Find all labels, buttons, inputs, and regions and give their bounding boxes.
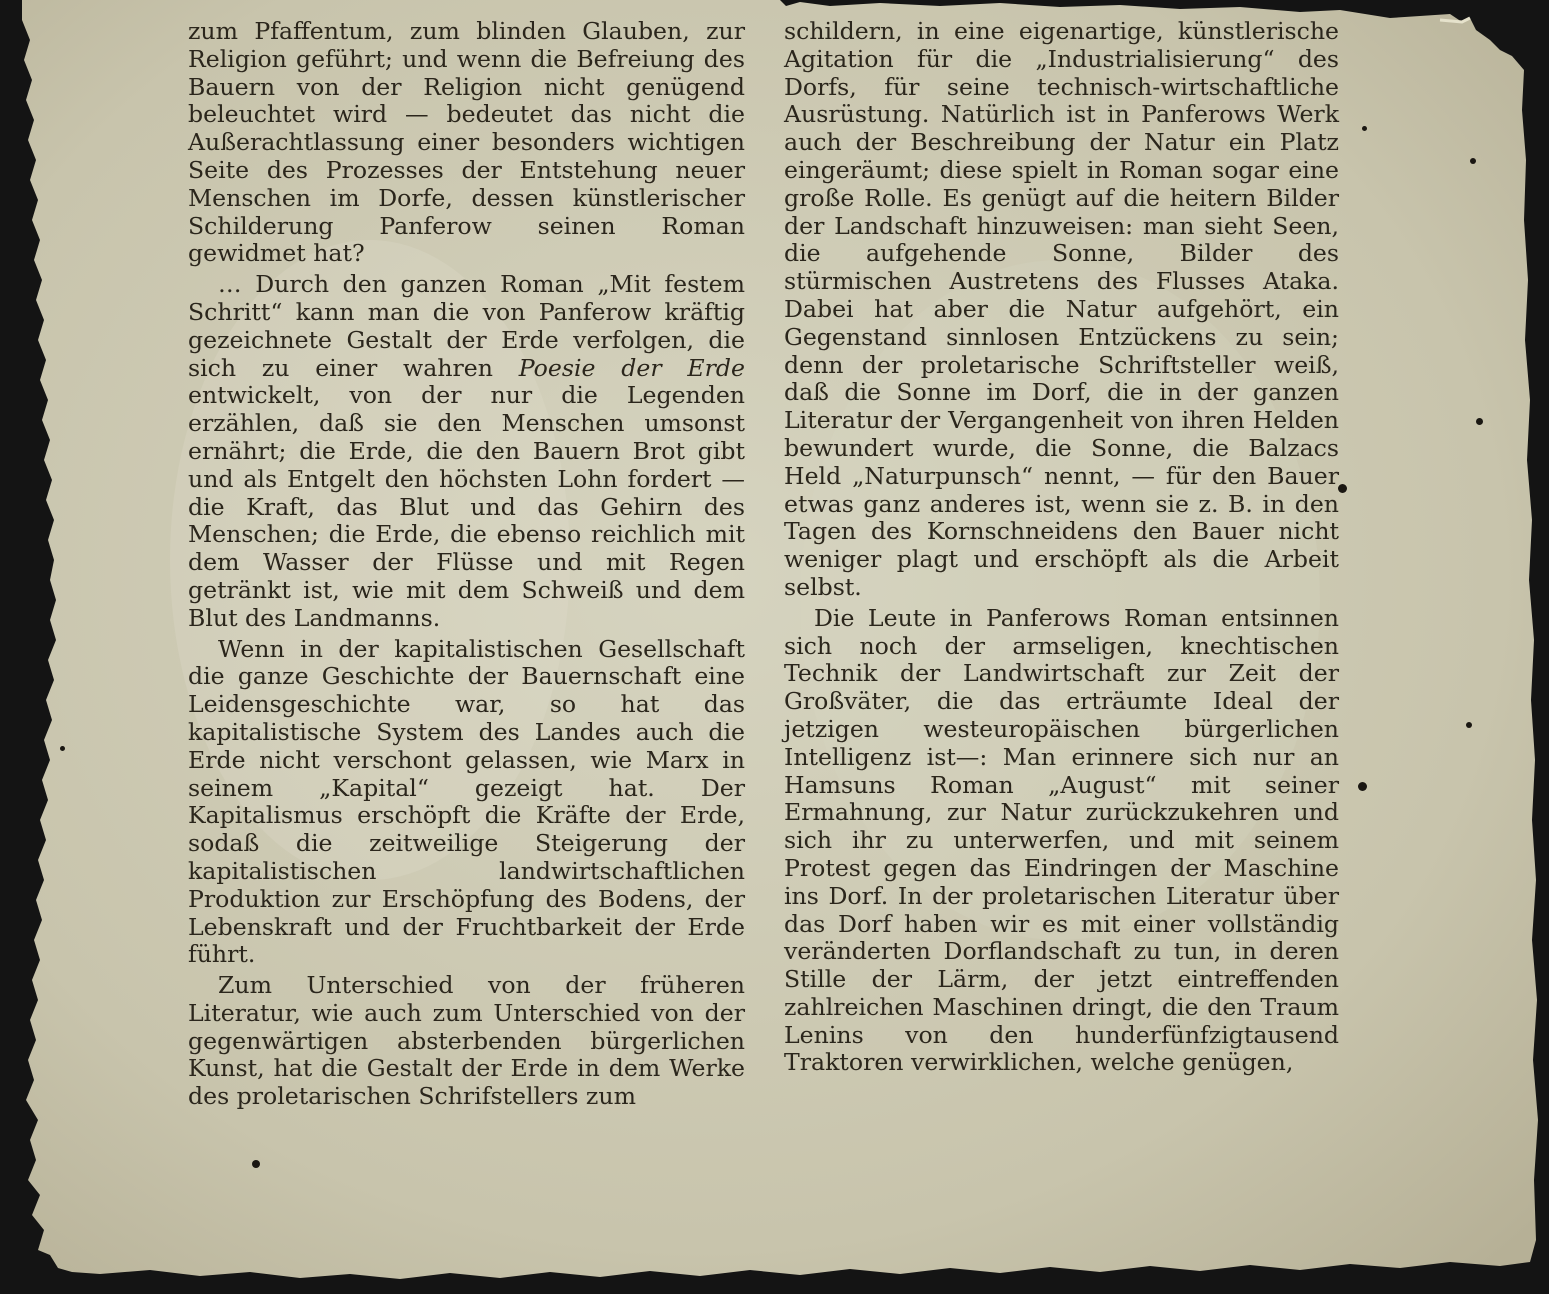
paragraph: zum Pfaffentum, zum blinden Glauben, zur Religion geführt; und wenn die Befreiung des Bauern von der Religion nicht genügend beleuchtet wird — bedeutet das nicht die Außerachtlassung einer besonders wichtigen Seite des Prozesses der Entstehung neuer Menschen im Dorfe, dessen künstlerischer Schilderung Panferow seinen Roman gewidmet hat? [188, 17, 745, 268]
ink-speck [1362, 126, 1367, 131]
paragraph: Wenn in der kapitalistischen Gesellschaft die ganze Geschichte der Bauernschaft eine Leidensgeschichte war, so hat das kapitalistische System des Landes auch die Erde nicht verschont gelassen, wie Marx in seinem „Kapital“ gezeigt hat. Der Kapitalismus erschöpft die Kräfte der Erde, sodaß die zeitweilige Steigerung der kapitalistischen landwirtschaftlichen Produktion zur Erschöpfung des Bodens, der Lebenskraft und der Fruchtbarkeit der Erde führt. [188, 634, 745, 969]
ink-speck [60, 746, 65, 751]
paragraph [188, 271, 745, 632]
ink-speck [1476, 418, 1483, 425]
ink-speck [252, 1160, 260, 1168]
paragraph: schildern, in eine eigenartige, künstlerische Agitation für die „Industrialisierung“ des Dorfs, für seine technisch-wirtschaftliche Ausrüstung. Natürlich ist in Panferows Werk auch der Beschreibung der Natur ein Platz eingeräumt; diese spielt in Roman sogar eine große Rolle. Es genügt auf die heitern Bilder der Landschaft hinzuweisen: man sieht Seen, die aufgehende Sonne, Bilder des stürmischen Austretens des Flusses Ataka. Dabei hat aber die Natur aufgehört, ein Gegenstand sinnlosen Entzückens zu sein; denn der proletarische Schriftsteller weiß, daß die Sonne im Dorf, die in der ganzen Literatur der Vergangenheit von ihren Helden bewundert wurde, die Sonne, die Balzacs Held „Naturpunsch“ nennt, — für den Bauer etwas ganz anderes ist, wenn sie z. B. in den Tagen des Kornschneidens den Bauer nicht weniger plagt und erschöpft als die Arbeit selbst. [784, 17, 1339, 601]
paragraph: Zum Unterschied von der früheren Literatur, wie auch zum Unterschied von der gegenwärtigen absterbenden bürgerlichen Kunst, hat die Gestalt der Erde in dem Werke des proletarischen Schrifstellers zum [188, 971, 745, 1111]
ink-speck [1338, 484, 1347, 493]
left-text-column [188, 18, 745, 1114]
paragraph: Die Leute in Panferows Roman entsinnen sich noch der armseligen, knechtischen Technik der Landwirtschaft zur Zeit der Großväter, die das erträumte Ideal der jetzigen westeuropäischen bürgerlichen Intelligenz ist—: Man erinnere sich nur an Hamsuns Roman „August“ mit seiner Ermahnung, zur Natur zurückzukehren und sich ihr zu unterwerfen, und mit seinem Protest gegen das Eindringen der Maschine ins Dorf. In der proletarischen Literatur über das Dorf haben wir es mit einer vollständig veränderten Dorflandschaft zu tun, in deren Stille der Lärm, der jetzt eintreffenden zahlreichen Maschinen dringt, die den Traum Lenins von den hunderfünfzigtausend Traktoren verwirklichen, welche genügen, [784, 603, 1339, 1077]
ink-speck [1358, 782, 1367, 791]
ink-speck [1470, 158, 1476, 164]
right-text-column [784, 18, 1339, 1080]
paragraph-text: … Durch den ganzen Roman „Mit festem Schritt“ kann man die von Panferow kräftig gezeichnete Gestalt der Erde verfolgen, die sich zu einer wahren [188, 270, 745, 382]
emphasis-text: Poesie der Erde [518, 353, 745, 382]
ink-speck [1466, 722, 1472, 728]
paragraph-text: entwickelt, von der nur die Legenden erzählen, daß sie den Menschen umsonst ernährt; die Erde, die den Bauern Brot gibt und als Entgelt den höchsten Lohn fordert — die Kraft, das Blut und das Gehirn des Menschen; die Erde, die ebenso reichlich mit dem Wasser der Flüsse und mit Regen getränkt ist, wie mit dem Schweiß und dem Blut des Landmanns. [188, 381, 745, 632]
